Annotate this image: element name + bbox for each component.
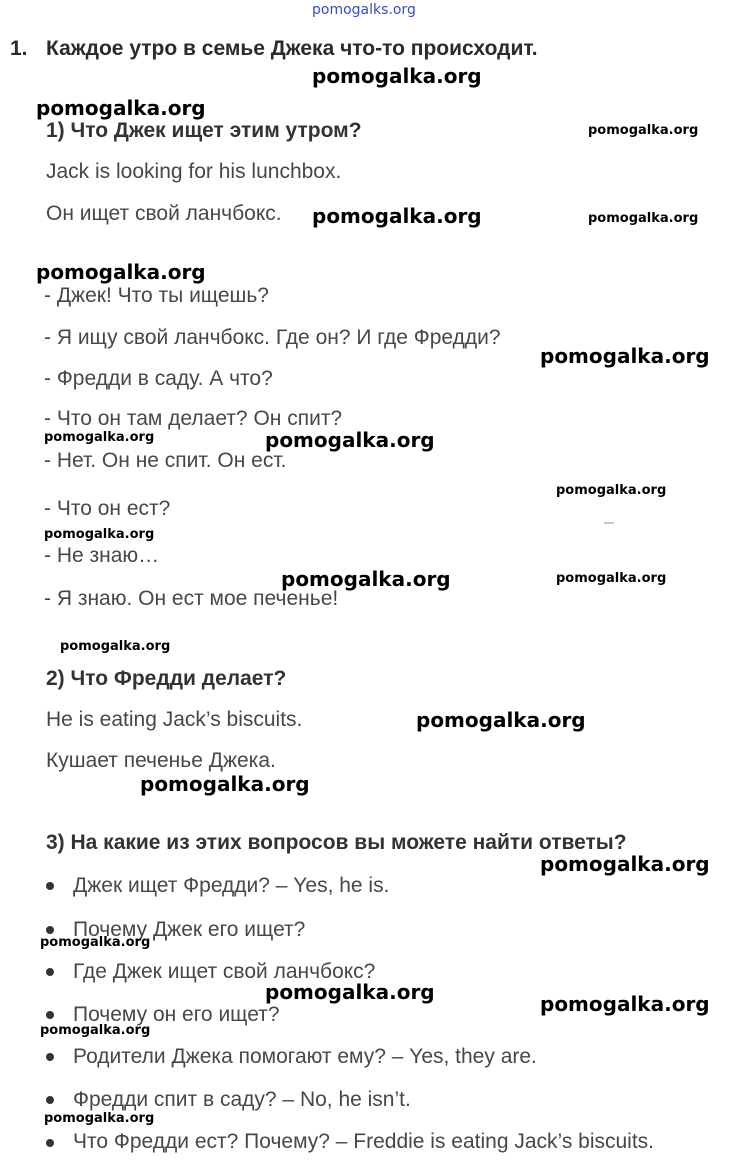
bullet-icon xyxy=(46,882,54,890)
watermark: pomogalka.org xyxy=(312,204,482,228)
watermark: pomogalka.org xyxy=(36,260,206,284)
question-3-heading: 3) На какие из этих вопросов вы можете найти ответы? xyxy=(46,831,627,854)
question-1-heading: 1) Что Джек ищет этим утром? xyxy=(46,119,362,142)
dialog-line: - Фредди в саду. А что? xyxy=(44,367,273,390)
bullet-icon xyxy=(46,968,54,976)
watermark: pomogalka.org xyxy=(265,980,435,1004)
watermark: pomogalka.org xyxy=(40,935,151,950)
dialog-line: - Джек! Что ты ищешь? xyxy=(44,284,269,307)
question-2-answer-en: He is eating Jack’s biscuits. xyxy=(46,708,303,731)
dialog-line: - Я ищу свой ланчбокс. Где он? И где Фредди? xyxy=(44,326,501,349)
list-item: Что Фредди ест? Почему? – Freddie is eating Jack’s biscuits. xyxy=(73,1130,655,1153)
dialog-line: - Что он ест? xyxy=(44,497,171,520)
bullet-icon xyxy=(46,1011,54,1019)
watermark: pomogalka.org xyxy=(540,852,710,876)
question-1-answer-en: Jack is looking for his lunchbox. xyxy=(46,160,342,183)
dialog-line: - Я знаю. Он ест мое печенье! xyxy=(44,587,339,610)
watermark: pomogalka.org xyxy=(416,708,586,732)
watermark: pomogalka.org xyxy=(44,430,155,445)
list-item: Почему он его ищет? xyxy=(73,1003,280,1026)
list-item: Почему Джек его ищет? xyxy=(73,918,306,941)
dialog-line: - Не знаю… xyxy=(44,544,160,567)
watermark: pomogalka.org xyxy=(540,344,710,368)
watermark: pomogalka.org xyxy=(540,992,710,1016)
dialog-line: - Что он там делает? Он спит? xyxy=(44,407,343,430)
list-item: Где Джек ищет свой ланчбокс? xyxy=(73,960,376,983)
exercise-title: Каждое утро в семье Джека что-то происходит. xyxy=(46,37,538,60)
watermark: pomogalka.org xyxy=(140,772,310,796)
list-item: Родители Джека помогают ему? – Yes, they are. xyxy=(73,1045,537,1068)
watermark: pomogalka.org xyxy=(36,96,206,120)
watermark-top: pomogalks.org xyxy=(312,2,416,18)
list-item: Фредди спит в саду? – No, he isn’t. xyxy=(73,1088,411,1111)
bullet-icon xyxy=(46,1139,54,1147)
bullet-icon xyxy=(46,926,54,934)
stray-mark xyxy=(604,522,614,524)
bullet-icon xyxy=(46,1053,54,1061)
exercise-number: 1. xyxy=(10,37,28,60)
watermark: pomogalka.org xyxy=(265,428,435,452)
question-1-answer-ru: Он ищет свой ланчбокс. xyxy=(46,202,282,225)
dialog-line: - Нет. Он не спит. Он ест. xyxy=(44,449,287,472)
watermark: pomogalka.org xyxy=(281,567,451,591)
watermark: pomogalka.org xyxy=(40,1023,151,1038)
watermark: pomogalka.org xyxy=(312,64,482,88)
watermark: pomogalka.org xyxy=(588,211,699,226)
watermark: pomogalka.org xyxy=(60,639,171,654)
question-2-heading: 2) Что Фредди делает? xyxy=(46,667,287,690)
bullet-icon xyxy=(46,1096,54,1104)
watermark: pomogalka.org xyxy=(588,123,699,138)
question-2-answer-ru: Кушает печенье Джека. xyxy=(46,749,276,772)
watermark: pomogalka.org xyxy=(44,1111,155,1126)
watermark: pomogalka.org xyxy=(556,483,667,498)
watermark: pomogalka.org xyxy=(44,527,155,542)
watermark: pomogalka.org xyxy=(556,571,667,586)
list-item: Джек ищет Фредди? – Yes, he is. xyxy=(73,874,390,897)
